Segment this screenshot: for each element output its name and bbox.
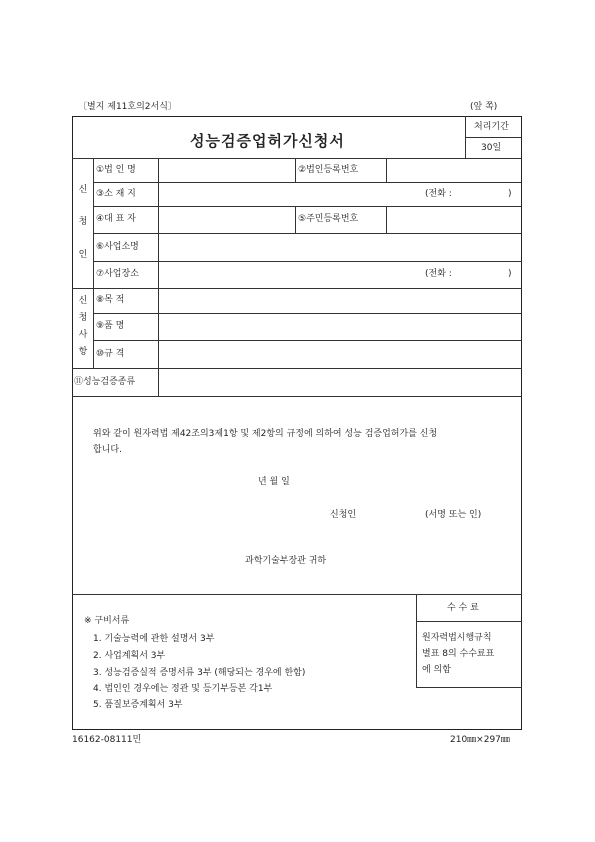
verification-type-label: ⑪성능검증종류 [74,377,136,387]
divider [72,594,522,595]
divider [465,137,522,138]
divider [386,158,387,182]
resident-registration-label: ⑤주민등록번호 [298,214,359,224]
addressee: 과학기술부장관 귀하 [245,556,327,566]
divider [93,206,522,207]
fee-line-1: 원자력법시행규칙 [422,633,492,643]
page-side-label: (앞 쪽) [470,102,498,112]
section-char: 청 [78,217,88,227]
statement-line-2: 합니다. [93,445,122,455]
section-char: 항 [78,347,88,357]
divider [158,158,159,396]
representative-label: ④대 표 자 [96,214,136,224]
processing-period-label: 처리기간 [474,122,509,132]
divider [386,206,387,233]
form-title: 성능검증업허가신청서 [190,132,345,150]
signature-label: (서명 또는 인) [425,510,482,520]
business-place-label: ⑦사업장소 [96,269,139,279]
corp-registration-label: ②법인등록번호 [298,165,359,175]
business-name-label: ⑥사업소명 [96,242,139,252]
purpose-label: ⑧목 적 [96,295,125,305]
applicant-label: 신청인 [330,510,357,520]
section-char: 신 [78,296,88,306]
address-label: ③소 재 지 [96,189,136,199]
phone-label: (전화 : [425,189,452,199]
item-name-label: ⑨품 명 [96,321,125,331]
divider [93,340,522,341]
divider [93,261,522,262]
divider [72,368,522,369]
section-char: 인 [78,250,88,260]
phone-label: (전화 : [425,269,452,279]
form-code: 16162-08111민 [72,735,142,745]
document-item: 1. 기술능력에 관한 설명서 3부 [93,634,215,644]
documents-title: ※ 구비서류 [84,616,130,626]
divider [93,182,522,183]
phone-close: ) [508,269,512,279]
phone-close: ) [508,189,512,199]
fee-line-2: 별표 8의 수수료표 [422,649,495,659]
divider [93,288,94,368]
paper-size: 210㎜×297㎜ [450,735,510,745]
section-char: 청 [78,313,88,323]
divider [416,687,522,688]
corp-name-label: ①법 인 명 [96,165,136,175]
document-item: 2. 사업계획서 3부 [93,651,166,661]
date-line: 년 월 일 [258,477,290,487]
divider [72,158,522,159]
fee-title: 수 수 료 [447,603,479,613]
document-item: 3. 성능검증실적 증명서류 3부 (해당되는 경우에 한함) [93,668,306,678]
divider [416,594,417,687]
divider [93,233,522,234]
divider [295,206,296,233]
divider [72,396,522,397]
section-char: 신 [78,185,88,195]
statement-line-1: 위와 같이 원자력법 제42조의3제1항 및 제2항의 규정에 의하여 성능 검증업허가를 신청 [93,429,438,439]
form-reference: 〔별지 제11호의2서식〕 [78,102,177,112]
section-char: 사 [78,330,88,340]
divider [93,158,94,288]
processing-period-value: 30일 [481,143,502,153]
fee-line-3: 에 의함 [422,665,451,675]
specification-label: ⑩규 격 [96,349,125,359]
document-item: 4. 법인인 경우에는 정관 및 등기부등본 각1부 [93,684,273,694]
document-item: 5. 품질보증계획서 3부 [93,700,183,710]
divider [93,313,522,314]
divider [416,621,522,622]
divider [72,288,522,289]
divider [295,158,296,182]
